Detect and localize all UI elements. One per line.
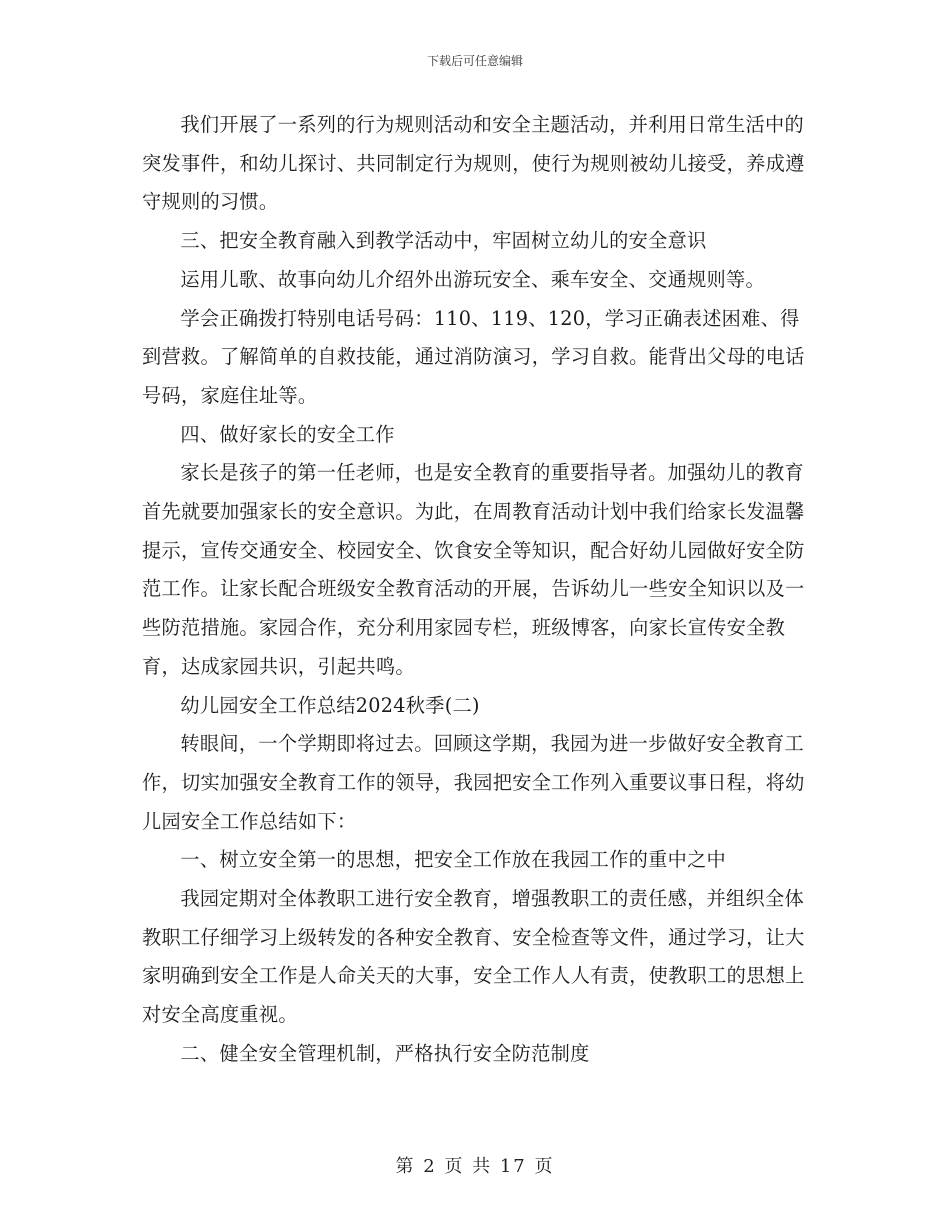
article-title-part-two: 幼儿园安全工作总结2024秋季(二) bbox=[180, 693, 480, 717]
document-body bbox=[142, 106, 807, 1074]
paragraph-parents: 家长是孩子的第一任老师，也是安全教育的重要指导者。加强幼儿的教育首先就要加强家长的安全意识。为此，在周教育活动计划中我们给家长发温馨提示，宣传交通安全、校园安全、饮食安全等知识，配合好幼儿园做好安全防范工作。让家长配合班级安全教育活动的开展，告诉幼儿一些安全知识以及一些防范措施。家园合作，充分利用家园专栏，班级博客，向家长宣传安全教育，达成家园共识，引起共鸣。 bbox=[142, 461, 805, 678]
section-heading-one: 一、树立安全第一的思想，把安全工作放在我园工作的重中之中 bbox=[180, 848, 727, 872]
paragraph-semester-review: 转眼间，一个学期即将过去。回顾这学期，我园为进一步做好安全教育工作，切实加强安全教育工作的领导，我园把安全工作列入重要议事日程，将幼儿园安全工作总结如下： bbox=[142, 732, 805, 833]
section-heading-two: 二、健全安全管理机制，严格执行安全防范制度 bbox=[180, 1041, 590, 1065]
section-heading-four: 四、做好家长的安全工作 bbox=[180, 422, 395, 446]
section-heading-three: 三、把安全教育融入到教学活动中，牢固树立幼儿的安全意识 bbox=[180, 229, 707, 253]
paragraph-staff-training: 我园定期对全体教职工进行安全教育，增强教职工的责任感，并组织全体教职工仔细学习上级转发的各种安全教育、安全检查等文件，通过学习，让大家明确到安全工作是人命关天的大事，安全工作人人有责，使教职工的思想上对安全高度重视。 bbox=[142, 887, 805, 1027]
paragraph-behavior-rules: 我们开展了一系列的行为规则活动和安全主题活动，并利用日常生活中的突发事件，和幼儿探讨、共同制定行为规则，使行为规则被幼儿接受，养成遵守规则的习惯。 bbox=[142, 113, 805, 214]
paragraph-songs-stories: 运用儿歌、故事向幼儿介绍外出游玩安全、乘车安全、交通规则等。 bbox=[180, 267, 766, 291]
paragraph-emergency-numbers: 学会正确拨打特别电话号码：110、119、120，学习正确表述困难、得到营救。了解简单的自救技能，通过消防演习，学习自救。能背出父母的电话号码，家庭住址等。 bbox=[142, 306, 805, 407]
page-number-footer: 第 2 页 共 17 页 bbox=[395, 1156, 555, 1177]
page-header: 下载后可任意编辑 bbox=[426, 54, 523, 68]
